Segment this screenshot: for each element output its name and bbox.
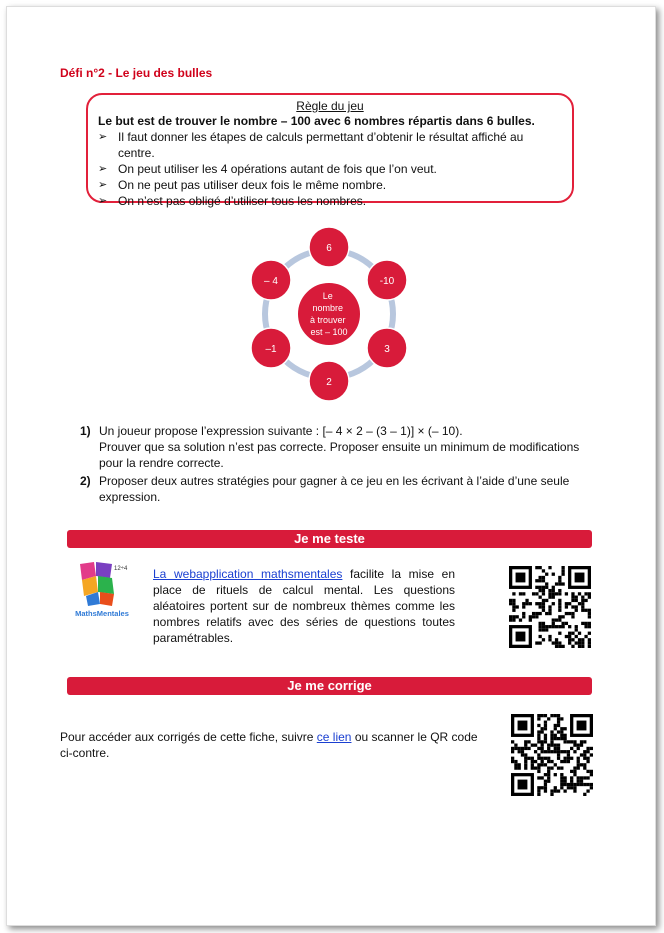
bubble-center-line: Le [322, 291, 333, 301]
corrige-paragraph [60, 729, 490, 761]
rules-item [98, 193, 562, 209]
corrige-text-after: ou scanner le QR code ci-contre. [60, 730, 478, 760]
bubble-value: – 4 [264, 276, 278, 287]
bubble-value: -10 [379, 276, 395, 287]
page-title: Défi n°2 - Le jeu des bulles [60, 66, 213, 80]
corrige-banner: Je me corrige [67, 677, 592, 695]
bubble-outer [251, 328, 291, 368]
bubble-value: 3 [384, 344, 390, 355]
question-line: pour la rendre correcte. [99, 456, 224, 470]
rules-item-text: On peut utiliser les 4 opérations autant de fois que l’on veut. [118, 162, 437, 176]
teste-banner: Je me teste [67, 530, 592, 548]
rules-box [86, 93, 574, 208]
arrow-bullet-icon: ➢ [98, 195, 108, 207]
corrige-text-before: Pour accéder aux corrigés de cette fiche, suivre [60, 730, 317, 744]
rules-item [98, 161, 562, 177]
bubble-outer [309, 227, 349, 267]
bubble-outer [367, 260, 407, 300]
mathsmentales-logo [72, 558, 134, 620]
logo-text: MathsMentales [75, 609, 129, 618]
rules-item [98, 129, 562, 161]
bubble-value: –1 [265, 344, 277, 355]
bubble-outer [251, 260, 291, 300]
rules-heading: Règle du jeu [296, 99, 364, 113]
rules-list [98, 129, 562, 209]
svg-text:12÷4: 12÷4 [114, 566, 128, 572]
question-line: expression. [99, 490, 161, 504]
teste-paragraph [153, 566, 455, 646]
bubble-outer [309, 361, 349, 401]
question-number: 1) [80, 424, 91, 438]
questions-list [80, 423, 590, 507]
qr-code-teste[interactable] [509, 566, 591, 648]
question-number: 2) [80, 474, 91, 488]
bubble-center-line: à trouver [309, 315, 346, 325]
arrow-bullet-icon: ➢ [98, 163, 108, 175]
bubble-outer [367, 328, 407, 368]
corrige-link[interactable]: ce lien [316, 730, 352, 744]
rules-item-text: On n’est pas obligé d’utiliser tous les nombres. [118, 194, 367, 208]
question-line: Prouver que sa solution n’est pas correcte. Proposer ensuite un minimum de modifications [99, 440, 580, 454]
bubble-value: 2 [326, 377, 332, 388]
mathsmentales-link[interactable]: La webapplication mathsmentales [153, 567, 343, 581]
question-item [80, 473, 590, 505]
teste-text: facilite la mise en place de rituels de calcul mental. Les questions aléatoires portent sur de nombreux thèmes comme les nombres relatifs avec des séries de questions toutes paramétrables. [153, 567, 455, 645]
bubble-center-line: est – 100 [310, 327, 348, 337]
bubble-diagram [240, 222, 420, 402]
question-item [80, 423, 590, 471]
question-line: Proposer deux autres stratégies pour gagner à ce jeu en les écrivant à l’aide d’une seule [99, 474, 570, 488]
question-line: Un joueur propose l’expression suivante : [– 4 × 2 – (3 – 1)] × (– 10). [99, 424, 463, 438]
bubble-center-line: nombre [312, 303, 343, 313]
rules-item [98, 177, 562, 193]
rules-item-text: On ne peut pas utiliser deux fois le même nombre. [118, 178, 387, 192]
bubble-value: 6 [326, 243, 332, 254]
qr-code-corrige[interactable] [511, 714, 593, 796]
rules-item-text: Il faut donner les étapes de calculs permettant d’obtenir le résultat affiché au centre. [118, 130, 524, 160]
arrow-bullet-icon: ➢ [98, 179, 108, 191]
arrow-bullet-icon: ➢ [98, 131, 108, 143]
rules-lead: Le but est de trouver le nombre – 100 avec 6 nombres répartis dans 6 bulles. [98, 114, 535, 128]
